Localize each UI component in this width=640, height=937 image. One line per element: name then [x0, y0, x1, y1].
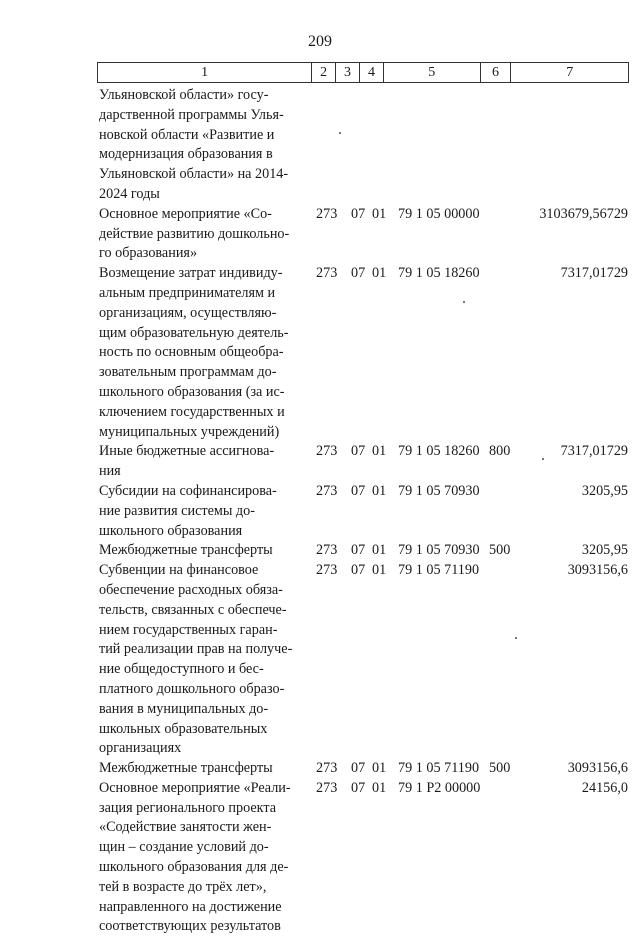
code-grbs: 273: [316, 443, 338, 460]
code-target-article: 79 1 05 70930: [398, 482, 480, 499]
code-subsection: 01: [372, 779, 387, 796]
amount: 3205,95: [581, 542, 628, 559]
amount: 3103679,56729: [539, 205, 628, 222]
amount: 3205,95: [581, 482, 628, 499]
code-grbs: 273: [316, 760, 338, 777]
scan-speck: [463, 301, 465, 303]
row-description: Субвенции на финансовое обеспечение расходных обяза- тельств, связанных с обеспече- нием государственных гаран- тий реализации прав на получе- ние общедоступного и бес- платного дошкольного образо- вания в муниципальных до- школьных образовательных организациях: [99, 562, 293, 757]
code-section: 07: [351, 205, 366, 222]
amount: 24156,0: [581, 779, 628, 796]
code-section: 07: [351, 482, 366, 499]
code-grbs: 273: [316, 562, 338, 579]
code-expense-type: 500: [489, 760, 511, 777]
code-section: 07: [351, 265, 366, 282]
table-row: [0, 759, 640, 779]
table-header: [97, 62, 629, 83]
table-row: [0, 264, 640, 442]
row-description: Субсидии на софинансирова- ние развития системы до- школьного образования: [99, 482, 277, 539]
header-col-2: 2: [311, 63, 335, 82]
code-subsection: 01: [372, 562, 387, 579]
amount: 7317,01729: [560, 265, 628, 282]
row-description: Ульяновской области» госу- дарственной программы Улья- новской области «Развитие и модернизация образования в Ульяновской области» на 2014- 2024 годы: [99, 87, 289, 202]
code-subsection: 01: [372, 205, 387, 222]
code-subsection: 01: [372, 443, 387, 460]
row-description: Возмещение затрат индивиду- альным предпринимателям и организациям, осуществляю- щим образовательную деятель- ность по основным общеобра- зовательным программам до- школьного образования (за ис- ключением государственных и муниципальных учреждений): [99, 265, 289, 440]
code-target-article: 79 1 05 70930: [398, 542, 480, 559]
code-section: 07: [351, 443, 366, 460]
table-row: [0, 205, 640, 264]
code-grbs: 273: [316, 542, 338, 559]
code-grbs: 273: [316, 265, 338, 282]
code-subsection: 01: [372, 760, 387, 777]
budget-table-body: [0, 86, 640, 937]
code-grbs: 273: [316, 482, 338, 499]
row-description: Основное мероприятие «Реали- зация регионального проекта «Содействие занятости жен- щин – создание условий до- школьного образования для де- тей в возрасте до трёх лет», направленного на достижение соответствующих результатов: [99, 779, 291, 935]
row-codes: [0, 442, 640, 462]
header-col-5: 5: [383, 63, 480, 82]
code-target-article: 79 1 05 18260: [398, 265, 480, 282]
code-grbs: 273: [316, 205, 338, 222]
row-description: Иные бюджетные ассигнова- ния: [99, 443, 275, 480]
table-row: [0, 779, 640, 937]
code-target-article: 79 1 05 71190: [398, 760, 480, 777]
code-section: 07: [351, 562, 366, 579]
amount: 3093156,6: [567, 760, 628, 777]
header-col-4: 4: [359, 63, 383, 82]
header-col-1: 1: [201, 65, 209, 80]
row-codes: [0, 264, 640, 284]
row-description: Межбюджетные трансферты: [99, 760, 273, 777]
code-target-article: 79 1 05 18260: [398, 443, 480, 460]
table-row: [0, 482, 640, 541]
row-codes: [0, 759, 640, 779]
code-subsection: 01: [372, 542, 387, 559]
row-codes: [0, 541, 640, 561]
scan-speck: [515, 637, 517, 639]
header-col-3: 3: [335, 63, 359, 82]
code-section: 07: [351, 779, 366, 796]
code-target-article: 79 1 05 71190: [398, 562, 480, 579]
table-row: [0, 86, 640, 205]
row-codes: [0, 561, 640, 581]
table-row: [0, 541, 640, 561]
code-expense-type: 800: [489, 443, 511, 460]
code-target-article: 79 1 Р2 00000: [398, 779, 481, 796]
row-description: Основное мероприятие «Со- действие развитию дошкольно- го образования»: [99, 205, 290, 262]
code-expense-type: 500: [489, 542, 511, 559]
table-row: [0, 442, 640, 482]
row-description: Межбюджетные трансферты: [99, 542, 273, 559]
code-section: 07: [351, 760, 366, 777]
code-grbs: 273: [316, 779, 338, 796]
table-row: [0, 561, 640, 759]
row-codes: [0, 205, 640, 225]
code-target-article: 79 1 05 00000: [398, 205, 480, 222]
row-codes: [0, 482, 640, 502]
scan-speck: [339, 132, 341, 134]
header-col-7: 7: [510, 63, 628, 82]
code-section: 07: [351, 542, 366, 559]
code-subsection: 01: [372, 482, 387, 499]
page-number: 209: [308, 33, 332, 50]
scan-speck: [542, 458, 544, 460]
amount: 3093156,6: [567, 562, 628, 579]
header-col-6: 6: [480, 63, 511, 82]
code-subsection: 01: [372, 265, 387, 282]
amount: 7317,01729: [560, 443, 628, 460]
row-codes: [0, 779, 640, 799]
